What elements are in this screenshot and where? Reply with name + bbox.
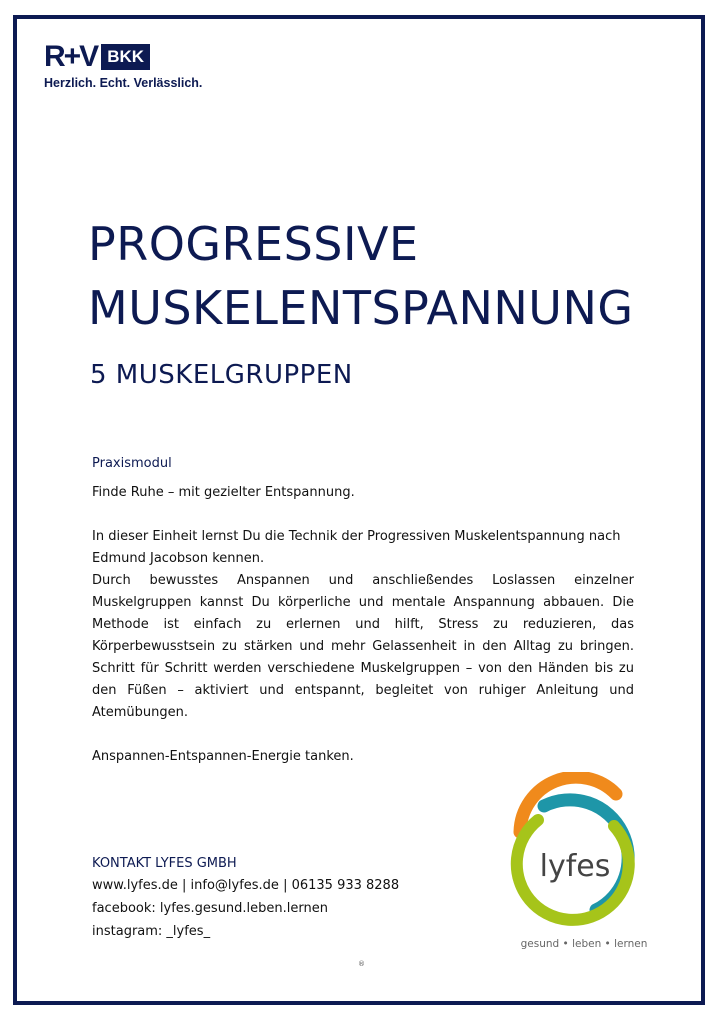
registered-mark: ® [358, 960, 365, 968]
lyfes-rings-icon [508, 772, 660, 934]
title-line-2: MUSKELENTSPANNUNG [88, 281, 634, 335]
body-intro: In dieser Einheit lernst Du die Technik der Progressiven Muskelentspannung nach Edmund Jacobson kennen. [92, 529, 621, 566]
logo-rv-text: R+V [44, 40, 98, 73]
contact-block [92, 854, 399, 943]
lyfes-logo [508, 772, 660, 962]
contact-instagram: instagram: _lyfes_ [92, 924, 211, 939]
body-text [92, 482, 634, 768]
lyfes-wordmark: lyfes [539, 849, 611, 884]
page-title [88, 212, 634, 340]
body-tagline: Finde Ruhe – mit gezielter Entspannung. [92, 485, 355, 500]
lyfes-tagline: gesund • leben • lernen [520, 938, 648, 950]
contact-title: KONTAKT LYFES GMBH [92, 856, 237, 871]
title-line-1: PROGRESSIVE [88, 217, 419, 271]
page-subtitle: 5 MUSKELGRUPPEN [90, 360, 353, 390]
body-description: Durch bewusstes Anspannen und anschließendes Loslassen einzelner Muskelgruppen kannst Du körperliche und mentale Anspannung abbauen. Die Methode ist einfach zu erlernen und hilft, Stress zu reduzieren, das Körperbewusstsein zu stärken und mehr Gelassenheit in den Alltag zu bringen. Schritt für Schritt werden verschiedene Muskelgruppen – von den Händen bis zu den Füßen – aktiviert und entspannt, begleitet von ruhiger Anleitung und Atemübungen. [92, 573, 634, 720]
logo-slogan: Herzlich. Echt. Verlässlich. [44, 76, 203, 90]
contact-web-email-phone: www.lyfes.de | info@lyfes.de | 06135 933 8288 [92, 878, 400, 893]
rv-bkk-logo [44, 40, 203, 90]
module-label: Praxismodul [92, 456, 172, 471]
body-closing: Anspannen-Entspannen-Energie tanken. [92, 749, 354, 764]
logo-bkk-box: BKK [101, 44, 150, 70]
contact-facebook: facebook: lyfes.gesund.leben.lernen [92, 901, 328, 916]
